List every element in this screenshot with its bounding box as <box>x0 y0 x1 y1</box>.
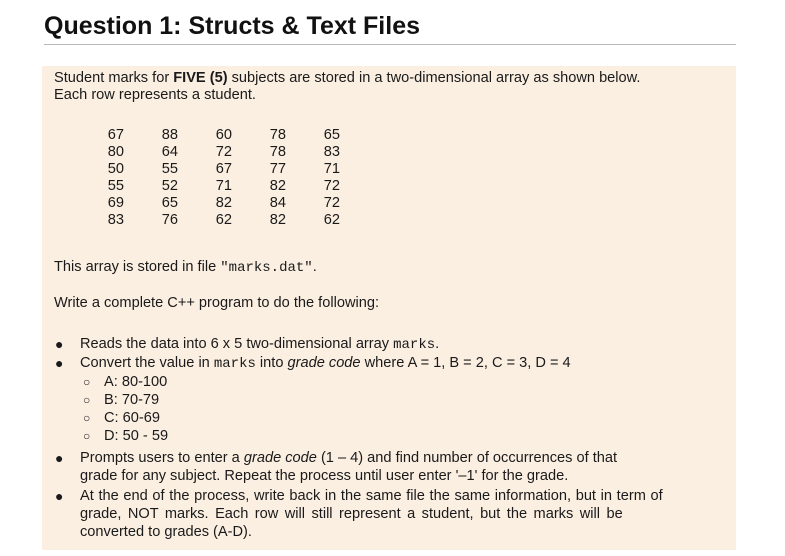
stored-text: This array is stored in file <box>54 259 221 275</box>
bullet-text: Convert the value in <box>80 355 214 371</box>
prompt-text-wrap <box>80 450 617 467</box>
bullet-icon: ● <box>55 336 64 352</box>
code-marks: marks <box>213 356 256 372</box>
bullet-prompt-line-1 <box>80 450 726 467</box>
intro-line-2: Each row represents a student. <box>54 87 256 103</box>
grade-range-item: A: 80-100 <box>104 374 168 390</box>
intro-bold: FIVE (5) <box>173 70 228 86</box>
mark-cell: 82 <box>269 178 286 194</box>
mark-cell: 80 <box>107 144 124 160</box>
bullet-write-back-line-3: converted to grades (A-D). <box>80 524 252 540</box>
bullet-icon: ● <box>55 355 64 371</box>
grade-range-item: B: 70-79 <box>104 392 160 408</box>
mark-cell: 55 <box>107 178 124 194</box>
file-name: "marks.dat" <box>220 260 313 276</box>
mark-cell: 77 <box>269 161 286 177</box>
stored-text-end: . <box>312 259 317 275</box>
mark-cell: 76 <box>161 212 178 228</box>
mark-cell: 52 <box>161 178 178 194</box>
mark-cell: 78 <box>269 127 286 143</box>
task-text: Write a complete C++ program to do the following: <box>54 295 380 311</box>
italic-grade-code: grade code <box>243 450 317 466</box>
question-box <box>42 66 736 550</box>
mark-cell: 60 <box>215 127 232 143</box>
intro-text: Student marks for <box>54 70 174 86</box>
stored-in-file-text <box>54 259 317 277</box>
mark-cell: 71 <box>215 178 232 194</box>
bullet-text-end: (1 – 4) and find number of occurrences of that <box>316 450 618 466</box>
mark-cell: 72 <box>215 144 232 160</box>
sub-bullet-icon: ○ <box>83 411 91 425</box>
mark-cell: 82 <box>215 195 232 211</box>
mark-cell: 78 <box>269 144 286 160</box>
mark-cell: 65 <box>161 195 178 211</box>
grade-range-item: C: 60-69 <box>104 410 160 426</box>
mark-cell: 67 <box>215 161 232 177</box>
mark-cell: 62 <box>215 212 232 228</box>
mark-cell: 84 <box>269 195 286 211</box>
mark-cell: 83 <box>107 212 124 228</box>
bullet-icon: ● <box>55 488 64 504</box>
mark-cell: 72 <box>323 178 340 194</box>
mark-cell: 88 <box>161 127 178 143</box>
grade-range-item: D: 50 - 59 <box>104 428 169 444</box>
sub-bullet-icon: ○ <box>83 375 91 389</box>
mark-cell: 72 <box>323 195 340 211</box>
intro-line-1 <box>54 70 640 87</box>
mark-cell: 50 <box>107 161 124 177</box>
mark-cell: 71 <box>323 161 340 177</box>
mark-cell: 67 <box>107 127 124 143</box>
bullet-text-end: . <box>435 336 440 352</box>
mark-cell: 69 <box>107 195 124 211</box>
mark-cell: 65 <box>323 127 340 143</box>
bullet-text: Prompts users to enter a <box>80 450 244 466</box>
bullet-convert <box>80 355 571 373</box>
bullet-text-end: where A = 1, B = 2, C = 3, D = 4 <box>360 355 571 371</box>
bullet-text: Reads the data into 6 x 5 two-dimensional array <box>80 336 394 352</box>
mark-cell: 83 <box>323 144 340 160</box>
mark-cell: 64 <box>161 144 178 160</box>
mark-cell: 55 <box>161 161 178 177</box>
mark-cell: 62 <box>323 212 340 228</box>
intro-text-end: subjects are stored in a two-dimensional array as shown below. <box>227 70 641 86</box>
sub-bullet-icon: ○ <box>83 429 91 443</box>
bullet-text: into <box>255 355 288 371</box>
page-title: Question 1: Structs & Text Files <box>44 10 736 45</box>
bullet-prompt-line-2: grade for any subject. Repeat the process until user enter '–1' for the grade. <box>80 468 569 484</box>
bullet-read-data <box>80 336 439 354</box>
mark-cell: 82 <box>269 212 286 228</box>
bullet-icon: ● <box>55 450 64 466</box>
bullet-write-back-line-2: grade, NOT marks. Each row will still represent a student, but the marks will be <box>80 506 623 522</box>
italic-grade-code: grade code <box>287 355 361 371</box>
bullet-write-back-line-1: At the end of the process, write back in the same file the same information, but in term of <box>80 488 663 504</box>
sub-bullet-icon: ○ <box>83 393 91 407</box>
code-marks: marks <box>393 337 436 353</box>
